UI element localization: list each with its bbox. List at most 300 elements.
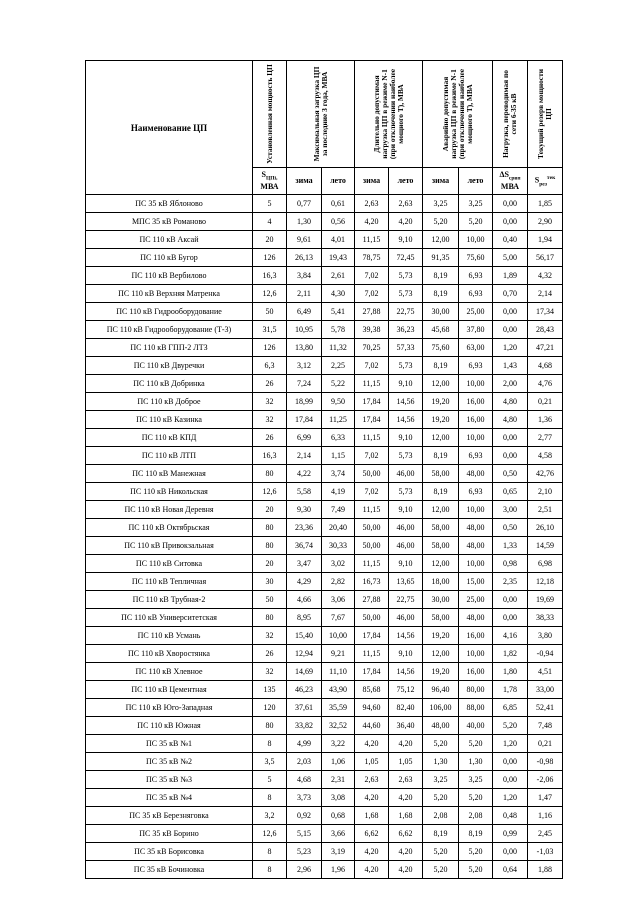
row-value-cell: 5,20 (459, 789, 493, 807)
row-value-cell: 8,19 (423, 825, 459, 843)
row-value-cell: 3,22 (322, 735, 355, 753)
row-value-cell: 9,21 (322, 645, 355, 663)
row-value-cell: 46,00 (389, 609, 423, 627)
row-value-cell: 8,19 (459, 825, 493, 843)
row-value-cell: 2,90 (528, 213, 563, 231)
header-installed-power: Установленная мощность ЦП (253, 61, 287, 168)
row-value-cell: 4,30 (322, 285, 355, 303)
row-value-cell: 30,00 (423, 303, 459, 321)
row-value-cell: 14,56 (389, 627, 423, 645)
row-value-cell: 2,63 (355, 771, 389, 789)
row-value-cell: 0,98 (493, 555, 528, 573)
row-value-cell: 2,14 (528, 285, 563, 303)
table-row (86, 645, 563, 663)
header-emergency-load: Аварийно допустимая нагрузка ЦП в режиме N-1 (при отключении наиболее мощного Т), МВА (423, 61, 493, 168)
table-row (86, 861, 563, 879)
row-value-cell: 32 (253, 411, 287, 429)
subheader-winter: зима (355, 168, 389, 195)
row-value-cell: 17,84 (287, 411, 322, 429)
row-value-cell: 9,10 (389, 501, 423, 519)
row-value-cell: 0,99 (493, 825, 528, 843)
row-value-cell: 4 (253, 213, 287, 231)
table-row (86, 483, 563, 501)
row-value-cell: 9,50 (322, 393, 355, 411)
subheader-s-reserve: $S_{рез}^{тек}$ (528, 168, 563, 195)
row-value-cell: 18,00 (423, 573, 459, 591)
row-value-cell: 2,82 (322, 573, 355, 591)
row-value-cell: 5,20 (423, 861, 459, 879)
row-value-cell: 46,23 (287, 681, 322, 699)
row-value-cell: 3,25 (459, 771, 493, 789)
row-value-cell: 10,00 (459, 555, 493, 573)
row-value-cell: 17,84 (355, 411, 389, 429)
row-value-cell: 2,10 (528, 483, 563, 501)
row-value-cell: 11,15 (355, 501, 389, 519)
row-value-cell: 8,19 (423, 267, 459, 285)
row-value-cell: 5,20 (423, 843, 459, 861)
row-value-cell: 6,98 (528, 555, 563, 573)
row-name-cell: ПС 35 кВ №4 (86, 789, 253, 807)
row-value-cell: 38,33 (528, 609, 563, 627)
row-value-cell: 63,00 (459, 339, 493, 357)
row-value-cell: 0,61 (322, 195, 355, 213)
row-value-cell: 1,30 (287, 213, 322, 231)
row-value-cell: 0,70 (493, 285, 528, 303)
row-value-cell: 16,3 (253, 447, 287, 465)
row-value-cell: 30,33 (322, 537, 355, 555)
row-value-cell: 1,20 (493, 339, 528, 357)
row-value-cell: -1,03 (528, 843, 563, 861)
row-value-cell: 14,56 (389, 393, 423, 411)
row-value-cell: 1,68 (355, 807, 389, 825)
row-value-cell: 80 (253, 537, 287, 555)
row-value-cell: 16,00 (459, 627, 493, 645)
row-value-cell: 9,61 (287, 231, 322, 249)
subheader-delta-s: $\Delta S_{срвп}$ МВА (493, 168, 528, 195)
row-value-cell: 46,00 (389, 465, 423, 483)
row-value-cell: 32 (253, 627, 287, 645)
row-value-cell: 8 (253, 789, 287, 807)
subheader-summer: лето (459, 168, 493, 195)
row-value-cell: 11,32 (322, 339, 355, 357)
row-name-cell: ПС 110 кВ Тепличная (86, 573, 253, 591)
row-value-cell: 17,34 (528, 303, 563, 321)
row-name-cell: ПС 110 кВ Бугор (86, 249, 253, 267)
row-value-cell: 8 (253, 861, 287, 879)
row-value-cell: 1,06 (322, 753, 355, 771)
row-value-cell: 12,00 (423, 375, 459, 393)
row-value-cell: 91,35 (423, 249, 459, 267)
row-value-cell: 4,19 (322, 483, 355, 501)
table-row (86, 465, 563, 483)
row-value-cell: 0,00 (493, 321, 528, 339)
table-row (86, 807, 563, 825)
row-name-cell: ПС 110 кВ Новая Деревня (86, 501, 253, 519)
row-value-cell: 50,00 (355, 465, 389, 483)
row-value-cell: 7,49 (322, 501, 355, 519)
row-value-cell: -0,94 (528, 645, 563, 663)
row-value-cell: 1,89 (493, 267, 528, 285)
row-value-cell: 16,00 (459, 663, 493, 681)
row-value-cell: 1,15 (322, 447, 355, 465)
row-value-cell: 18,99 (287, 393, 322, 411)
row-value-cell: 47,21 (528, 339, 563, 357)
row-value-cell: 0,56 (322, 213, 355, 231)
row-name-cell: ПС 35 кВ Борино (86, 825, 253, 843)
row-value-cell: 0,50 (493, 465, 528, 483)
row-value-cell: 6,93 (459, 357, 493, 375)
row-value-cell: 6,93 (459, 285, 493, 303)
row-value-cell: 2,63 (355, 195, 389, 213)
row-value-cell: 14,56 (389, 663, 423, 681)
row-value-cell: 5,20 (459, 213, 493, 231)
table-row (86, 267, 563, 285)
row-value-cell: 32 (253, 393, 287, 411)
row-value-cell: 1,30 (423, 753, 459, 771)
row-value-cell: 35,59 (322, 699, 355, 717)
row-value-cell: 19,20 (423, 393, 459, 411)
row-value-cell: 4,20 (355, 861, 389, 879)
row-value-cell: 10,00 (459, 501, 493, 519)
row-name-cell: ПС 110 кВ Усмань (86, 627, 253, 645)
row-value-cell: 16,00 (459, 411, 493, 429)
row-value-cell: 2,31 (322, 771, 355, 789)
row-value-cell: 10,00 (459, 231, 493, 249)
table-row (86, 393, 563, 411)
row-value-cell: 56,17 (528, 249, 563, 267)
row-value-cell: 1,30 (459, 753, 493, 771)
table-row (86, 789, 563, 807)
row-value-cell: 12,18 (528, 573, 563, 591)
row-value-cell: 31,5 (253, 321, 287, 339)
row-value-cell: 6,49 (287, 303, 322, 321)
row-value-cell: 43,90 (322, 681, 355, 699)
row-value-cell: 78,75 (355, 249, 389, 267)
row-value-cell: 2,11 (287, 285, 322, 303)
row-value-cell: 26,10 (528, 519, 563, 537)
row-value-cell: 4,20 (389, 843, 423, 861)
header-current-reserve: Текущий резерв мощности ЦП (528, 61, 563, 168)
row-value-cell: 5,20 (493, 717, 528, 735)
header-row (86, 61, 563, 168)
row-value-cell: -2,06 (528, 771, 563, 789)
row-value-cell: 11,15 (355, 375, 389, 393)
row-value-cell: 1,78 (493, 681, 528, 699)
row-value-cell: 6,62 (355, 825, 389, 843)
table-row (86, 735, 563, 753)
row-value-cell: -0,98 (528, 753, 563, 771)
row-value-cell: 4,16 (493, 627, 528, 645)
row-value-cell: 2,61 (322, 267, 355, 285)
row-value-cell: 9,10 (389, 375, 423, 393)
row-value-cell: 44,60 (355, 717, 389, 735)
row-value-cell: 19,20 (423, 411, 459, 429)
table-row (86, 375, 563, 393)
row-name-cell: ПС 35 кВ Яблоново (86, 195, 253, 213)
table-row (86, 663, 563, 681)
row-value-cell: 6,33 (322, 429, 355, 447)
row-value-cell: 30 (253, 573, 287, 591)
row-value-cell: 6,93 (459, 483, 493, 501)
row-value-cell: 20,40 (322, 519, 355, 537)
header-long-term-load: Длительно допустимая нагрузка ЦП в режиме N-1 (при отключении наиболее мощного Т), МВА (355, 61, 423, 168)
row-value-cell: 0,00 (493, 591, 528, 609)
row-value-cell: 5,58 (287, 483, 322, 501)
row-value-cell: 4,51 (528, 663, 563, 681)
row-value-cell: 33,82 (287, 717, 322, 735)
row-value-cell: 9,10 (389, 231, 423, 249)
row-value-cell: 36,40 (389, 717, 423, 735)
row-value-cell: 48,00 (459, 537, 493, 555)
row-value-cell: 20 (253, 231, 287, 249)
table-row (86, 771, 563, 789)
row-value-cell: 8,95 (287, 609, 322, 627)
row-value-cell: 12,6 (253, 825, 287, 843)
row-value-cell: 4,20 (355, 843, 389, 861)
row-value-cell: 6,3 (253, 357, 287, 375)
row-value-cell: 1,05 (355, 753, 389, 771)
table-row (86, 519, 563, 537)
row-value-cell: 106,00 (423, 699, 459, 717)
row-value-cell: 12,00 (423, 555, 459, 573)
row-value-cell: 10,00 (459, 429, 493, 447)
row-value-cell: 25,00 (459, 591, 493, 609)
table-row (86, 537, 563, 555)
table-row (86, 753, 563, 771)
row-value-cell: 50 (253, 303, 287, 321)
row-value-cell: 85,68 (355, 681, 389, 699)
row-value-cell: 2,77 (528, 429, 563, 447)
row-name-cell: ПС 110 кВ Никольская (86, 483, 253, 501)
row-value-cell: 20 (253, 501, 287, 519)
row-value-cell: 80 (253, 609, 287, 627)
row-value-cell: 3,00 (493, 501, 528, 519)
row-value-cell: 4,80 (493, 411, 528, 429)
row-value-cell: 0,00 (493, 429, 528, 447)
row-value-cell: 39,38 (355, 321, 389, 339)
row-value-cell: 10,95 (287, 321, 322, 339)
row-value-cell: 3,25 (423, 771, 459, 789)
row-value-cell: 2,51 (528, 501, 563, 519)
row-value-cell: 4,22 (287, 465, 322, 483)
table-row (86, 303, 563, 321)
table-row (86, 825, 563, 843)
row-value-cell: 5,73 (389, 285, 423, 303)
document-page (85, 60, 563, 879)
row-value-cell: 70,25 (355, 339, 389, 357)
table-body (86, 195, 563, 879)
row-value-cell: 7,02 (355, 357, 389, 375)
row-value-cell: 2,96 (287, 861, 322, 879)
row-value-cell: 9,10 (389, 645, 423, 663)
row-value-cell: 48,00 (459, 519, 493, 537)
power-centers-table (85, 60, 563, 879)
row-name-cell: ПС 110 кВ ЛТП (86, 447, 253, 465)
row-value-cell: 2,45 (528, 825, 563, 843)
row-value-cell: 6,93 (459, 267, 493, 285)
row-value-cell: 3,66 (322, 825, 355, 843)
row-name-cell: ПС 110 кВ Цементная (86, 681, 253, 699)
row-value-cell: 2,14 (287, 447, 322, 465)
row-value-cell: 94,60 (355, 699, 389, 717)
row-value-cell: 3,47 (287, 555, 322, 573)
row-value-cell: 12,00 (423, 501, 459, 519)
row-name-cell: ПС 110 кВ Гидрооборудование (86, 303, 253, 321)
row-value-cell: 0,00 (493, 195, 528, 213)
row-value-cell: 5,78 (322, 321, 355, 339)
row-value-cell: 2,08 (459, 807, 493, 825)
row-value-cell: 0,00 (493, 447, 528, 465)
row-value-cell: 96,40 (423, 681, 459, 699)
row-value-cell: 2,63 (389, 195, 423, 213)
row-value-cell: 37,80 (459, 321, 493, 339)
row-value-cell: 80,00 (459, 681, 493, 699)
row-value-cell: 11,15 (355, 231, 389, 249)
row-value-cell: 11,15 (355, 645, 389, 663)
row-value-cell: 4,29 (287, 573, 322, 591)
row-value-cell: 6,62 (389, 825, 423, 843)
table-row (86, 699, 563, 717)
row-value-cell: 11,15 (355, 429, 389, 447)
row-value-cell: 12,00 (423, 429, 459, 447)
row-value-cell: 58,00 (423, 465, 459, 483)
row-value-cell: 12,94 (287, 645, 322, 663)
row-value-cell: 4,20 (355, 213, 389, 231)
row-value-cell: 8,19 (423, 285, 459, 303)
row-value-cell: 52,41 (528, 699, 563, 717)
row-value-cell: 0,00 (493, 213, 528, 231)
row-name-cell: ПС 110 кВ Вербилово (86, 267, 253, 285)
row-value-cell: 7,48 (528, 717, 563, 735)
table-row (86, 411, 563, 429)
row-value-cell: 80 (253, 465, 287, 483)
row-value-cell: 19,20 (423, 663, 459, 681)
row-value-cell: 50,00 (355, 537, 389, 555)
row-value-cell: 12,00 (423, 231, 459, 249)
row-value-cell: 10,00 (459, 375, 493, 393)
row-value-cell: 0,21 (528, 393, 563, 411)
table-row (86, 555, 563, 573)
row-value-cell: 3,25 (423, 195, 459, 213)
row-value-cell: 5 (253, 771, 287, 789)
table-row (86, 339, 563, 357)
row-value-cell: 12,6 (253, 483, 287, 501)
row-value-cell: 40,00 (459, 717, 493, 735)
row-value-cell: 8,19 (423, 483, 459, 501)
table-row (86, 213, 563, 231)
row-value-cell: 17,84 (355, 393, 389, 411)
row-value-cell: 1,47 (528, 789, 563, 807)
row-value-cell: 1,94 (528, 231, 563, 249)
header-max-load: Максимальная загрузка ЦП за последние 3 года, МВА (287, 61, 355, 168)
row-value-cell: 0,00 (493, 609, 528, 627)
row-value-cell: 16,73 (355, 573, 389, 591)
row-value-cell: 48,00 (459, 465, 493, 483)
row-value-cell: 3,08 (322, 789, 355, 807)
row-value-cell: 9,10 (389, 555, 423, 573)
row-value-cell: 6,99 (287, 429, 322, 447)
row-value-cell: 5,41 (322, 303, 355, 321)
row-value-cell: 7,02 (355, 267, 389, 285)
row-name-cell: ПС 110 кВ Двуречки (86, 357, 253, 375)
row-value-cell: 48,00 (423, 717, 459, 735)
row-value-cell: 5 (253, 195, 287, 213)
row-value-cell: 10,00 (322, 627, 355, 645)
row-value-cell: 4,66 (287, 591, 322, 609)
row-value-cell: 4,01 (322, 231, 355, 249)
row-value-cell: 9,30 (287, 501, 322, 519)
row-value-cell: 1,68 (389, 807, 423, 825)
row-value-cell: 11,10 (322, 663, 355, 681)
row-name-cell: ПС 110 кВ КПД (86, 429, 253, 447)
row-value-cell: 4,20 (389, 735, 423, 753)
row-value-cell: 6,93 (459, 447, 493, 465)
row-value-cell: 2,08 (423, 807, 459, 825)
row-value-cell: 30,00 (423, 591, 459, 609)
row-value-cell: 1,36 (528, 411, 563, 429)
row-value-cell: 36,74 (287, 537, 322, 555)
row-value-cell: 5,20 (423, 789, 459, 807)
row-value-cell: 0,40 (493, 231, 528, 249)
row-value-cell: 7,67 (322, 609, 355, 627)
row-name-cell: ПС 110 кВ Гидрооборудование (Т-3) (86, 321, 253, 339)
row-value-cell: 120 (253, 699, 287, 717)
row-value-cell: 80 (253, 519, 287, 537)
row-value-cell: 1,20 (493, 789, 528, 807)
table-row (86, 249, 563, 267)
subheader-s: $S_{ЦПi,}$ МВА (253, 168, 287, 195)
row-value-cell: 5,20 (459, 843, 493, 861)
row-value-cell: 3,80 (528, 627, 563, 645)
row-name-cell: ПС 35 кВ Бочиновка (86, 861, 253, 879)
row-value-cell: 0,00 (493, 843, 528, 861)
row-name-cell: ПС 110 кВ Манежная (86, 465, 253, 483)
row-value-cell: 3,5 (253, 753, 287, 771)
subheader-winter: зима (423, 168, 459, 195)
row-value-cell: 1,20 (493, 735, 528, 753)
row-value-cell: 5,73 (389, 357, 423, 375)
row-value-cell: 14,56 (389, 411, 423, 429)
row-value-cell: 50 (253, 591, 287, 609)
row-name-cell: ПС 110 кВ Юго-Западная (86, 699, 253, 717)
row-value-cell: 26 (253, 375, 287, 393)
row-value-cell: 42,76 (528, 465, 563, 483)
row-value-cell: 2,00 (493, 375, 528, 393)
row-value-cell: 4,20 (389, 789, 423, 807)
row-value-cell: 0,68 (322, 807, 355, 825)
row-value-cell: 0,00 (493, 771, 528, 789)
row-value-cell: 13,65 (389, 573, 423, 591)
row-value-cell: 5,20 (423, 735, 459, 753)
row-value-cell: 16,3 (253, 267, 287, 285)
row-value-cell: 3,25 (459, 195, 493, 213)
row-value-cell: 26 (253, 429, 287, 447)
table-row (86, 429, 563, 447)
subheader-winter: зима (287, 168, 322, 195)
table-row (86, 195, 563, 213)
table-row (86, 501, 563, 519)
table-row (86, 717, 563, 735)
row-name-cell: МПС 35 кВ Романово (86, 213, 253, 231)
row-value-cell: 58,00 (423, 609, 459, 627)
row-value-cell: 28,43 (528, 321, 563, 339)
row-value-cell: 46,00 (389, 519, 423, 537)
row-value-cell: 26 (253, 645, 287, 663)
row-value-cell: 4,58 (528, 447, 563, 465)
row-name-cell: ПС 110 кВ Южная (86, 717, 253, 735)
table-row (86, 357, 563, 375)
subheader-summer: лето (389, 168, 423, 195)
